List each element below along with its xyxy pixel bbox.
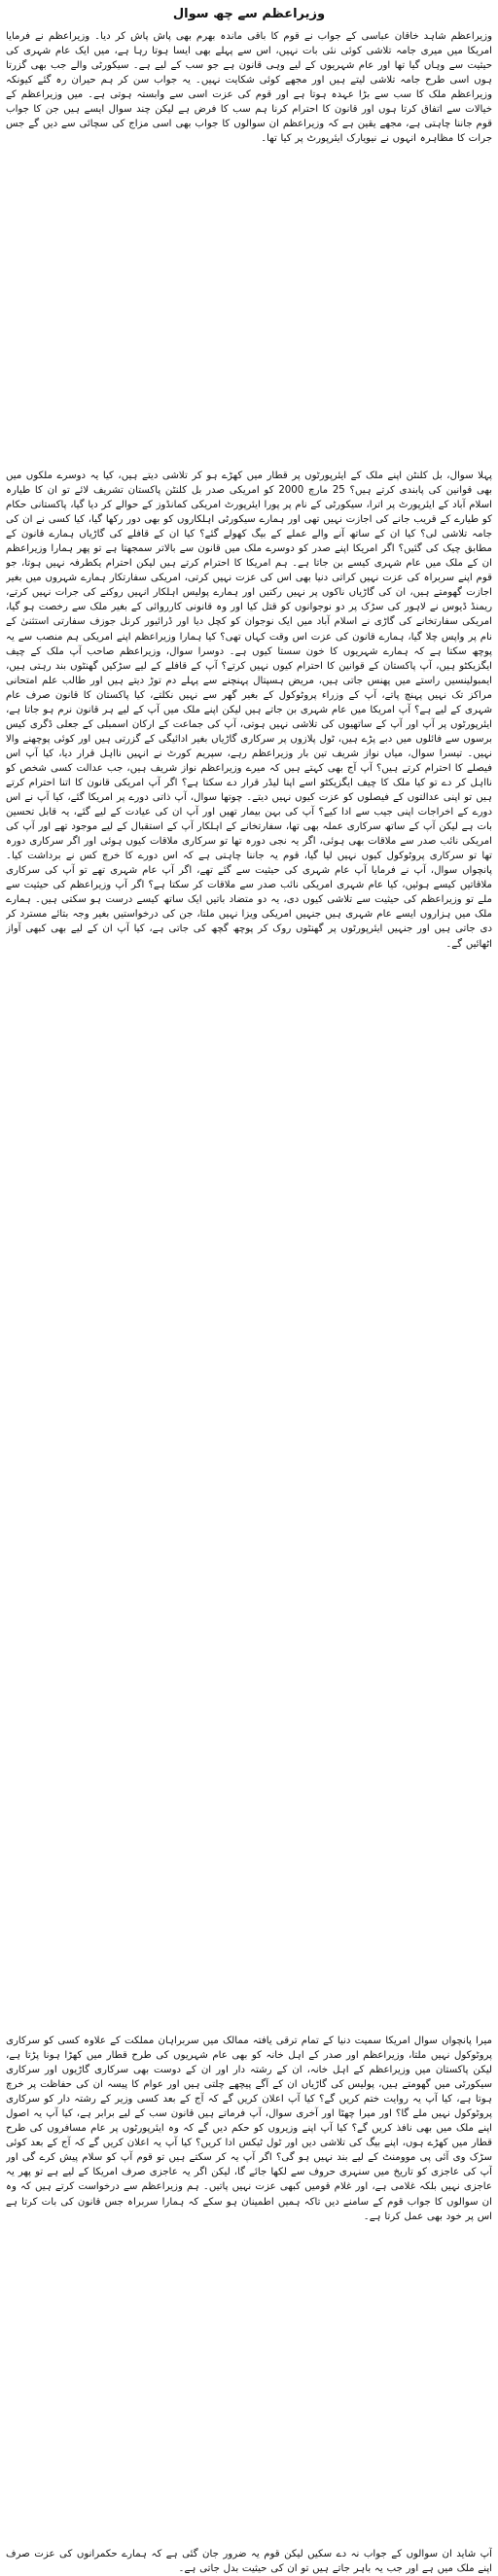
article-headline: وزیراعظم سے چھ سوال (172, 7, 326, 21)
article-paragraph: آپ شاید ان سوالوں کے جواب نہ دے سکیں لیکن قوم یہ ضرور جان گئی ہے کہ ہمارے حکمرانوں کی عزت صرف اپنے ملک میں ہے اور جب یہ باہر جاتے ہیں تو ان کی حیثیت بدل جاتی ہے۔ (6, 2549, 492, 2575)
article-paragraph: وزیراعظم شاہد خاقان عباسی کے جواب نے قوم کا باقی ماندہ بھرم بھی پاش پاش کر دیا۔ وزیراعظم نے فرمایا امریکا میں میری جامہ تلاشی کوئی نئی بات نہیں، اس سے پہلے بھی ایسا ہوتا رہا ہے، میں ایک عام شہری کی حیثیت سے وہاں گیا تھا اور عام شہریوں کے لیے وہی قانون ہے جو سب کے لیے ہے۔ سیکورٹی والے جب بھی گزرتا ہوں اسی طرح جامہ تلاشی لیتے ہیں اور مجھے کوئی شکایت نہیں۔ یہ جواب سن کر ہم حیران رہ گئے کیونکہ وزیراعظم ملک کا سب سے بڑا عہدہ ہوتا ہے اور قوم کی عزت اسی سے وابستہ ہوتی ہے۔ میں وزیراعظم کے خیالات سے اتفاق کرتا ہوں اور قانون کا احترام کرنا ہم سب کا فرض ہے لیکن چند سوال ایسے ہیں جن کا جواب قوم جاننا چاہتی ہے، مجھے یقین ہے کہ وزیراعظم ان سوالوں کا جواب بھی اسی مزاج کی سچائی سے دیں گے جس جرات کا مظاہرہ انہوں نے نیویارک ایئرپورٹ پر کیا تھا۔ (6, 31, 492, 145)
article-body (6, 29, 492, 2576)
article-paragraph: میرا پانچواں سوال امریکا سمیت دنیا کے تمام ترقی یافتہ ممالک میں سربراہان مملکت کے علاوہ کسی کو سرکاری پروٹوکول نہیں ملتا، وزیراعظم اور صدر کے اہل خانہ کو بھی عام شہریوں کی طرح قطار میں کھڑا ہونا پڑتا ہے، لیکن پاکستان میں وزیراعظم کے اہل خانہ، ان کے رشتہ دار اور ان کے دوست بھی سرکاری گاڑیوں اور سرکاری سیکورٹی میں گھومتے ہیں، پولیس کی گاڑیاں ان کے آگے پیچھے چلتی ہیں اور عوام کا پیسہ ان کی حفاظت پر خرچ ہوتا ہے، کیا آپ یہ روایت ختم کریں گے؟ کیا آپ اعلان کریں گے کہ آج کے بعد کسی وزیر کے رشتہ دار کو سرکاری پروٹوکول نہیں ملے گا؟ اور میرا چھٹا اور آخری سوال، آپ فرماتے ہیں قانون سب کے لیے برابر ہے، کیا آپ یہ اصول اپنے ملک میں بھی نافذ کریں گے؟ کیا آپ اپنے وزیروں کو حکم دیں گے کہ وہ ایئرپورٹوں پر عام مسافروں کی طرح قطار میں کھڑے ہوں، اپنے بیگ کی تلاشی دیں اور ٹول ٹیکس ادا کریں؟ کیا آپ یہ اعلان کریں گے کہ آج کے بعد کوئی سڑک وی آئی پی موومنٹ کے لیے بند نہیں ہو گی؟ اگر آپ یہ کر سکتے ہیں تو قوم آپ کو سلام پیش کرے گی اور آپ کی عاجزی کو تاریخ میں سنہری حروف سے لکھا جائے گا، لیکن اگر یہ عاجزی صرف امریکا کے لیے ہے تو پھر یہ عاجزی نہیں بلکہ غلامی ہے، اور غلام قومیں کبھی عزت نہیں پاتیں۔ ہم وزیراعظم سے درخواست کرتے ہیں کہ وہ ان سوالوں کا جواب قوم کے سامنے دیں تاکہ ہمیں اطمینان ہو سکے کہ ہمارا سربراہ جس قانون کی بات کرتا ہے اس پر خود بھی عمل کرتا ہے۔ (6, 2036, 492, 2222)
article-paragraph: پہلا سوال، بل کلنٹن اپنے ملک کے ایئرپورٹوں پر قطار میں کھڑے ہو کر تلاشی دیتے ہیں، کیا یہ دوسرے ملکوں میں بھی قوانین کی پابندی کرتے ہیں؟ 25 مارچ 2000 کو امریکی صدر بل کلنٹن پاکستان تشریف لائے تو ان کا طیارہ اسلام آباد کے ایئرپورٹ پر اترا، سیکورٹی کے نام پر پورا ایئرپورٹ امریکی کمانڈوز کے حوالے کر دیا گیا، پاکستانی حکام کو طیارے کے قریب جانے کی اجازت نہیں تھی اور ہمارے سیکورٹی اہلکاروں کو بھی دور رکھا گیا، کیا کسی نے ان کی جامہ تلاشی لی؟ کیا ان کے ساتھ آنے والے عملے کے بیگ کھولے گئے؟ کیا ان کے قافلے کی گاڑیاں ہمارے قانون کے مطابق چیک کی گئیں؟ اگر امریکا اپنے صدر کو دوسرے ملک میں قانون سے بالاتر سمجھتا ہے تو پھر ہمارا وزیراعظم ان کے ملک میں عام شہری کیسے بن جاتا ہے۔ ہم امریکا کا احترام کرتے ہیں لیکن احترام یکطرفہ نہیں ہوتا، جو قوم اپنے سربراہ کی عزت نہیں کراتی دنیا بھی اس کی عزت نہیں کرتی، امریکی سفارتکار ہمارے شہروں میں بغیر اجازت گھومتے ہیں، ان کی گاڑیاں ناکوں پر نہیں رکتیں اور ہمارے پولیس اہلکار انہیں روکنے کی جرات نہیں کرتے، ریمنڈ ڈیوس نے لاہور کی سڑک پر دو نوجوانوں کو قتل کیا اور وہ قانونی کارروائی کے بغیر ملک سے رخصت ہو گیا، امریکی سفارتخانے کی گاڑی نے اسلام آباد میں ایک نوجوان کو کچل دیا اور ڈرائیور کرنل جوزف سفارتی استثنیٰ کے نام پر واپس چلا گیا، ہمارے قانون کی عزت اس وقت کہاں تھی؟ کیا ہمارا وزیراعظم اپنے امریکی ہم منصب سے یہ پوچھ سکتا ہے کہ ہمارے شہریوں کا خون سستا کیوں ہے۔ دوسرا سوال، وزیراعظم صاحب آپ ملک کے چیف ایگزیکٹو ہیں، آپ پاکستان کے قوانین کا احترام کیوں نہیں کرتے؟ آپ کے قافلے کے لیے سڑکیں گھنٹوں بند رہتی ہیں، ایمبولینسیں راستے میں پھنس جاتی ہیں، مریض ہسپتال پہنچنے سے پہلے دم توڑ دیتے ہیں اور طالب علم امتحانی مراکز تک نہیں پہنچ پاتے، آپ کے وزراء پروٹوکول کے بغیر گھر سے نہیں نکلتے، کیا پاکستان کا قانون صرف عام شہری کے لیے ہے؟ آپ امریکا میں عام شہری بن جاتے ہیں لیکن اپنے ملک میں آپ کے لیے ہر قانون نرم ہو جاتا ہے، ایئرپورٹوں پر آپ اور آپ کے ساتھیوں کی تلاشی نہیں ہوتی، آپ کی جماعت کے ارکان اسمبلی کے جعلی ڈگری کیس برسوں سے فائلوں میں دبے پڑے ہیں، ٹول پلازوں پر سرکاری گاڑیاں بغیر ادائیگی کے گزرتی ہیں اور کوئی پوچھنے والا نہیں۔ تیسرا سوال، میاں نواز شریف تین بار وزیراعظم رہے، سپریم کورٹ نے انہیں نااہل قرار دیا، کیا آپ اس فیصلے کا احترام کرتے ہیں؟ آپ آج بھی کہتے ہیں کہ میرے وزیراعظم نواز شریف ہیں، جب عدالت کسی شخص کو نااہل کر دے تو کیا ملک کا چیف ایگزیکٹو اسے اپنا لیڈر قرار دے سکتا ہے؟ اگر آپ امریکی قانون کا اتنا احترام کرتے ہیں تو اپنی عدالتوں کے فیصلوں کو عزت کیوں نہیں دیتے۔ چوتھا سوال، آپ ذاتی دورے پر امریکا گئے، کیا آپ نے اس دورے کے اخراجات اپنی جیب سے ادا کیے؟ آپ کی بہن بیمار تھیں اور آپ ان کی عیادت کے لیے گئے، یہ قابل تحسین بات ہے لیکن آپ کے ساتھ سرکاری عملہ بھی تھا، سفارتخانے کے اہلکار آپ کے استقبال کے لیے موجود تھے اور آپ کی امریکی نائب صدر سے ملاقات بھی ہوئی، اگر یہ نجی دورہ تھا تو سرکاری ملاقات کیوں ہوئی اور اگر سرکاری دورہ تھا تو سرکاری پروٹوکول کیوں نہیں لیا گیا، قوم یہ جاننا چاہتی ہے کہ اس دورے کا خرچ کس نے برداشت کیا۔ پانچواں سوال، آپ نے فرمایا آپ عام شہری کی حیثیت سے گئے تھے، اگر آپ عام شہری تھے تو آپ کی سرکاری ملاقاتیں کیسے ہوئیں، کیا عام شہری امریکی نائب صدر سے ملاقات کر سکتا ہے؟ اگر آپ وزیراعظم کی حیثیت سے ملے تو وزیراعظم کی حیثیت سے تلاشی کیوں دی، یہ دو متضاد باتیں ایک ساتھ کیسے درست ہو سکتی ہیں۔ ہمارے ملک میں ہزاروں ایسے عام شہری ہیں جنہیں امریکی ویزا نہیں ملتا، جن کی درخواستیں بغیر وجہ بتائے مسترد کر دی جاتی ہیں اور جنہیں ایئرپورٹوں پر گھنٹوں روک کر پوچھ گچھ کی جاتی ہے، کیا آپ ان کے لیے بھی کبھی آواز اٹھائیں گے۔ (6, 470, 492, 950)
